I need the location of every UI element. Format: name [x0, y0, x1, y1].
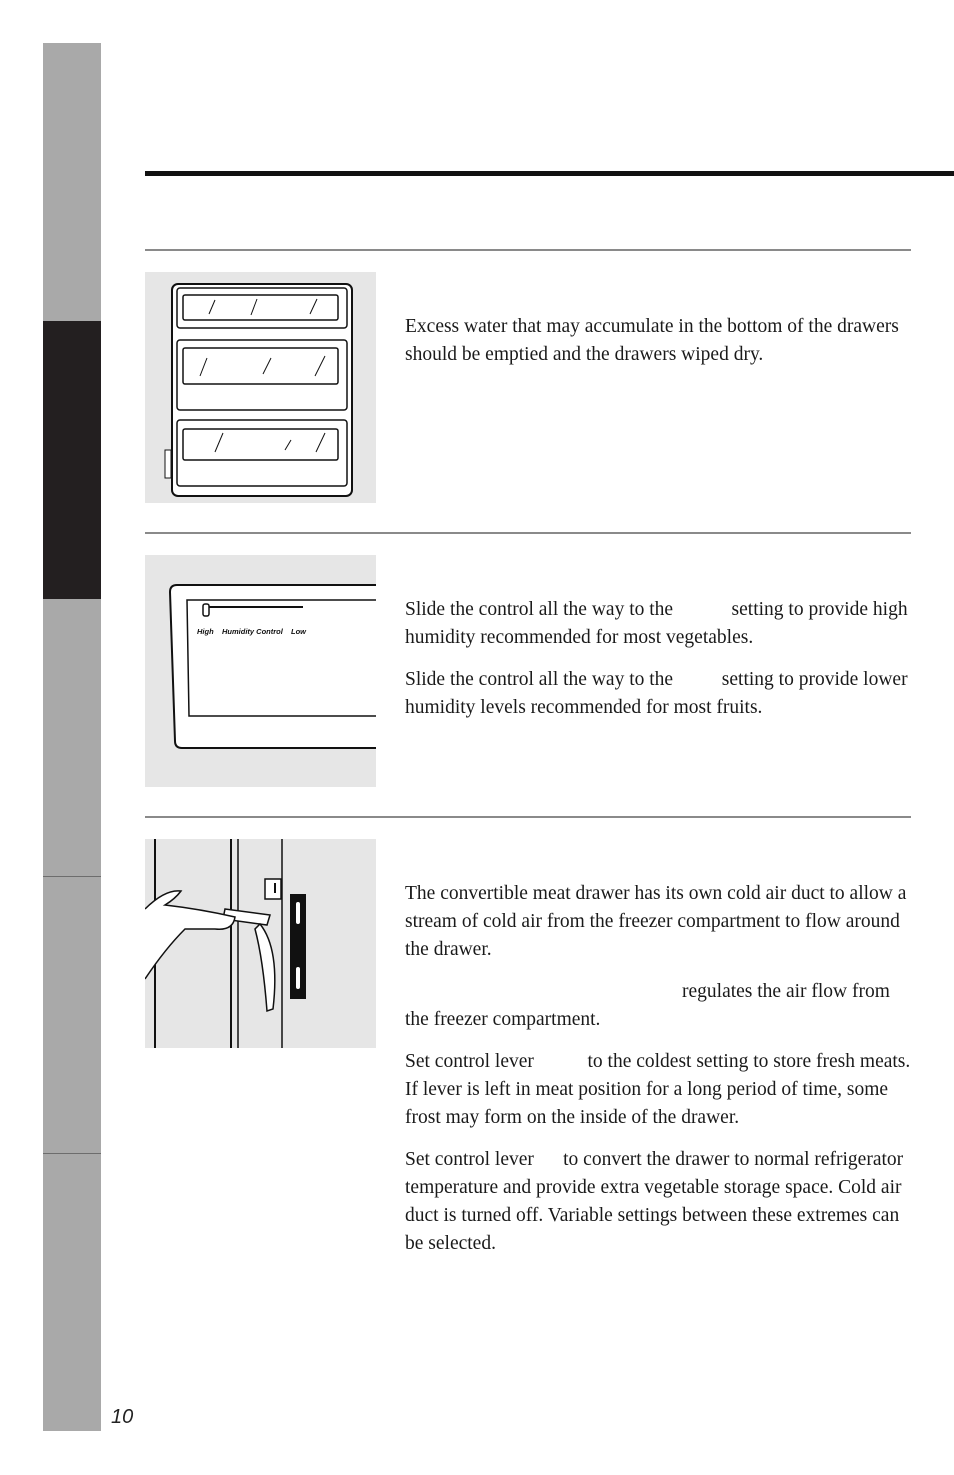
section-divider — [145, 249, 911, 251]
section-divider — [145, 816, 911, 818]
meat-drawer-text — [405, 880, 915, 1272]
side-tab-5[interactable] — [43, 1153, 101, 1431]
side-tab-4[interactable] — [43, 876, 101, 1153]
page-number: 10 — [111, 1406, 134, 1428]
paragraph: Set control lever to the coldest setting to store fresh meats. If lever is left in meat position for a long period of time, some frost may form on the inside of the drawer. — [405, 1051, 916, 1128]
paragraph: Slide the control all the way to the setting to provide lower humidity levels recommended for most fruits. — [405, 669, 913, 718]
label-high: High — [197, 627, 214, 636]
label-humidity-control: Humidity Control — [222, 627, 283, 636]
tab-divider — [43, 1153, 101, 1154]
paragraph: Set control lever to convert the drawer to normal refrigerator temperature and provide extra vegetable storage space. Cold air duct is turned off. Variable settings between these extremes can be selected. — [405, 1149, 909, 1254]
header-rule — [145, 171, 954, 176]
section-divider — [145, 532, 911, 534]
drawers-illustration — [145, 272, 376, 503]
paragraph: regulates the air flow from the freezer compartment. — [405, 981, 890, 1030]
humidity-control-illustration — [145, 555, 376, 787]
side-tab-2-active[interactable] — [43, 321, 101, 599]
meat-drawer-illustration — [145, 839, 376, 1048]
humidity-text — [405, 596, 915, 736]
paragraph: The convertible meat drawer has its own cold air duct to allow a stream of cold air from the freezer compartment to flow around the drawer. — [405, 883, 907, 960]
side-tab-3[interactable] — [43, 599, 101, 876]
drawer-care-text — [405, 313, 915, 383]
paragraph: Slide the control all the way to the setting to provide high humidity recommended for most vegetables. — [405, 599, 913, 648]
tab-divider — [43, 876, 101, 877]
paragraph: Excess water that may accumulate in the bottom of the drawers should be emptied and the drawers wiped dry. — [405, 316, 899, 365]
label-low: Low — [291, 627, 306, 636]
side-tab-1[interactable] — [43, 43, 101, 321]
